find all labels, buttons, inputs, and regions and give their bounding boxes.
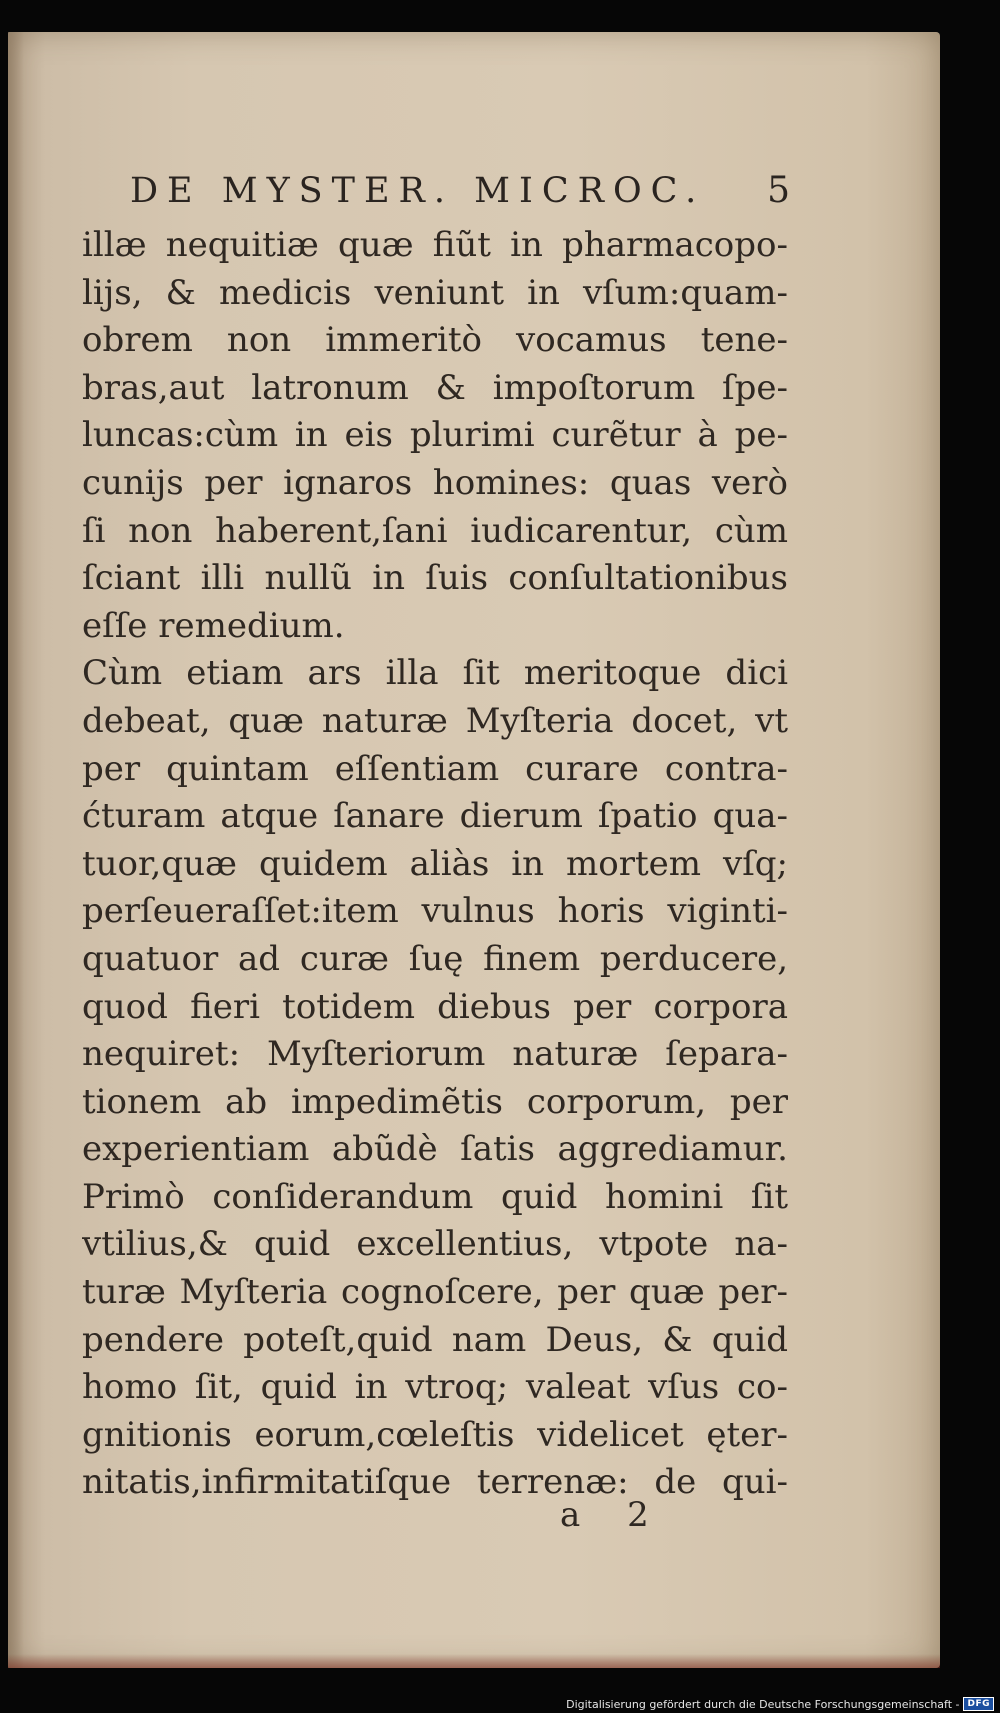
running-head — [130, 170, 790, 211]
text-line: obrem non immeritò vocamus tene- — [82, 320, 788, 361]
text-line: per quintam eſſentiam curare contra- — [82, 748, 788, 789]
text-line: perſeueraſſet:item vulnus horis viginti- — [82, 891, 788, 932]
text-line: illæ nequitiæ quæ fiũt in pharmacopo- — [82, 225, 788, 265]
text-line: tionem ab impedimẽtis corporum, per — [82, 1081, 788, 1122]
signature-mark: a 2 — [560, 1495, 667, 1535]
running-head-title: DE MYSTER. MICROC. — [130, 171, 706, 211]
text-line: lijs, & medicis veniunt in vſum:quam- — [82, 272, 788, 313]
credit-text: Digitalisierung gefördert durch die Deutsche Forschungsgemeinschaft - — [566, 1697, 960, 1711]
text-line: Primò conſiderandum quid homini ſit — [82, 1176, 788, 1217]
text-line: quatuor ad curæ ſuę finem perducere, — [82, 938, 788, 979]
text-line: pendere poteſt,quid nam Deus, & quid — [82, 1319, 788, 1360]
text-line: eſſe remedium. — [82, 605, 345, 646]
text-line: ćturam atque ſanare dierum ſpatio qua- — [82, 796, 788, 837]
page-gutter-shadow — [8, 32, 24, 1668]
text-line: vtilius,& quid excellentius, vtpote na- — [82, 1224, 788, 1265]
page-number: 5 — [767, 170, 790, 211]
body-text — [82, 222, 788, 1507]
text-line: cunijs per ignaros homines: quas verò — [82, 462, 788, 503]
text-line: ſciant illi nullũ in ſuis conſultationibus — [82, 558, 788, 599]
text-line: nitatis,infirmitatiſque terrenæ: de qui- — [82, 1462, 788, 1503]
text-line: debeat, quæ naturæ Myſteria docet, vt — [82, 700, 788, 741]
page-bottom-edge — [8, 1654, 940, 1668]
text-line: gnitionis eorum,cœleſtis videlicet ęter- — [82, 1414, 788, 1455]
text-line: tuor,quæ quidem aliàs in mortem vſq; — [82, 843, 788, 884]
text-line: ſi non haberent,ſani iudicarentur, cùm — [82, 510, 788, 551]
text-line: nequiret: Myſteriorum naturæ ſepara- — [82, 1034, 788, 1075]
text-line: quod fieri totidem diebus per corpora — [82, 986, 788, 1027]
text-line: bras,aut latronum & impoſtorum ſpe- — [82, 367, 788, 408]
text-line: experientiam abũdè ſatis aggrediamur. — [82, 1129, 788, 1170]
dfg-logo: DFG — [963, 1697, 994, 1711]
digitization-credit — [566, 1697, 994, 1711]
text-line: homo ſit, quid in vtroq; valeat vſus co- — [82, 1367, 788, 1408]
text-line: turæ Myſteria cognoſcere, per quæ per- — [82, 1272, 788, 1313]
text-line: luncas:cùm in eis plurimi curẽtur à pe- — [82, 415, 788, 456]
text-line: Cùm etiam ars illa ſit meritoque dici — [82, 653, 788, 694]
